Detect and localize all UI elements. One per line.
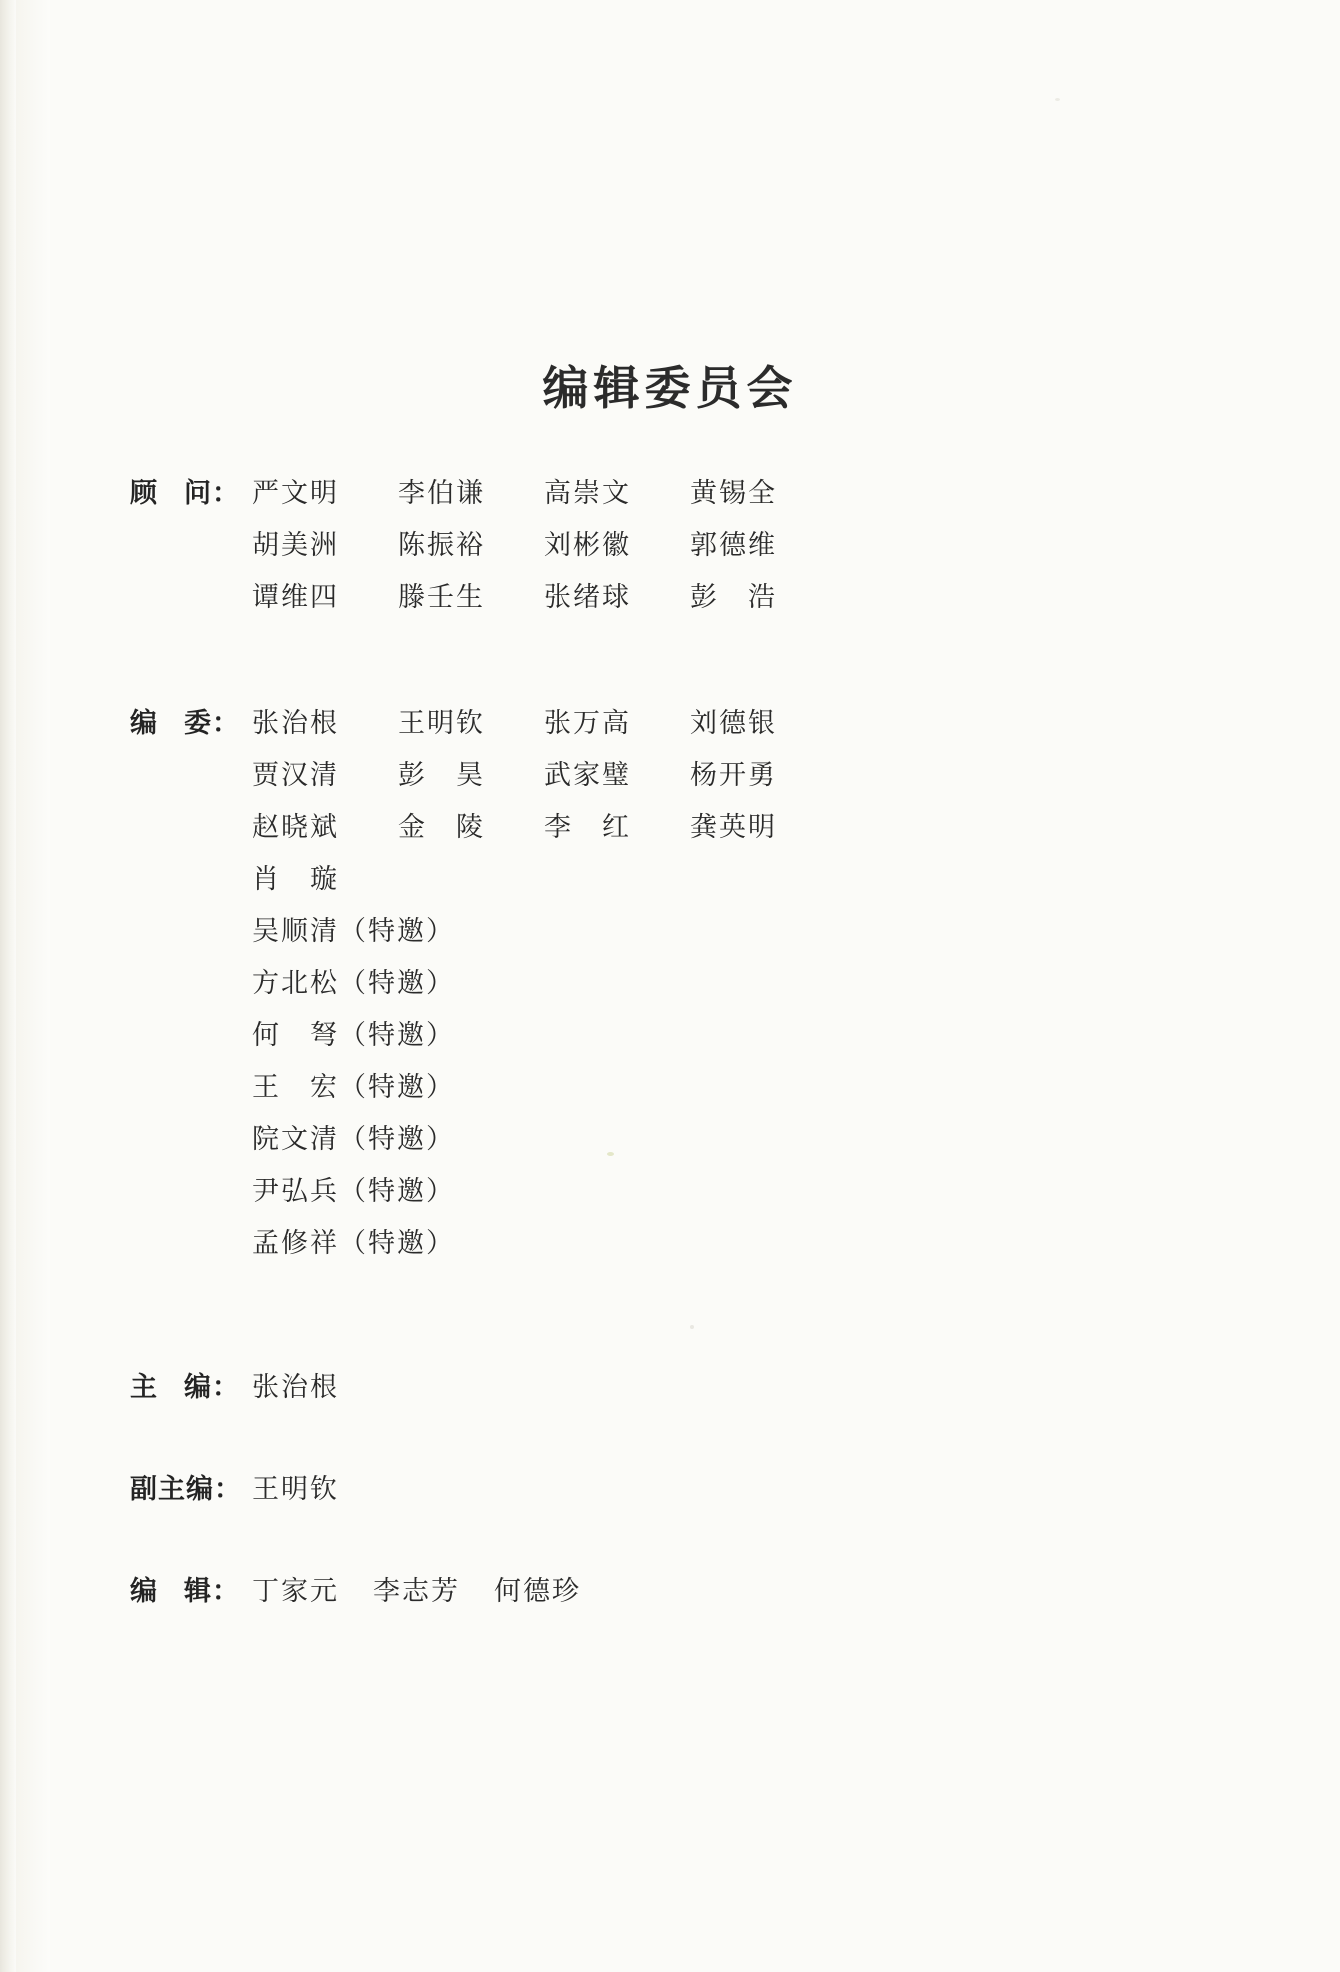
deputy-chief-editor-label: 副主编：: [130, 1474, 242, 1505]
board-line-4: [252, 854, 1230, 906]
editorial-board-label-a: 编: [130, 708, 158, 739]
advisor-name: 郭德维: [690, 530, 777, 561]
invited-member: 院文清（特邀）: [252, 1124, 455, 1155]
editorial-board-label-b: 委：: [184, 708, 240, 739]
invited-member: 方北松（特邀）: [252, 968, 455, 999]
advisor-name: 李伯谦: [398, 478, 485, 509]
editor-name: 丁家元: [252, 1576, 339, 1607]
advisors-names: [252, 468, 1230, 624]
scan-speck: [690, 1325, 694, 1329]
editor-name: 何德珍: [494, 1576, 581, 1607]
board-member-name: 贾汉清: [252, 760, 339, 791]
advisor-name: 胡美洲: [252, 530, 339, 561]
board-member-name: 王明钦: [398, 708, 485, 739]
editor-name: 李志芳: [373, 1576, 460, 1607]
editorial-board-label: [130, 698, 252, 750]
editorial-board-row: [130, 698, 1230, 1270]
advisor-name: 高崇文: [544, 478, 631, 509]
advisor-name: 黄锡全: [690, 478, 777, 509]
editors-label-a: 编: [130, 1576, 158, 1607]
advisor-name: 彭 浩: [690, 582, 777, 613]
invited-member: 王 宏（特邀）: [252, 1072, 455, 1103]
board-member-name: 武家璧: [544, 760, 631, 791]
chief-editor-label-a: 主: [130, 1372, 158, 1403]
advisor-name: 谭维四: [252, 582, 339, 613]
editors-names: [252, 1566, 581, 1618]
board-member-name: 彭 昊: [398, 760, 485, 791]
page-title: 编辑委员会: [542, 361, 798, 415]
invited-member: 尹弘兵（特邀）: [252, 1176, 455, 1207]
scan-speck: [1055, 98, 1060, 101]
advisor-name: 滕壬生: [398, 582, 485, 613]
board-line-2: [252, 750, 1230, 802]
board-member-name: 赵晓斌: [252, 812, 339, 843]
advisor-name: 严文明: [252, 478, 339, 509]
advisors-line-2: [252, 520, 1230, 572]
advisor-name: 刘彬徽: [544, 530, 631, 561]
chief-editor-label: [130, 1362, 252, 1414]
advisors-row: [130, 468, 1230, 624]
board-member-name: 张万高: [544, 708, 631, 739]
chief-editor-row: [130, 1362, 1230, 1414]
advisors-label: [130, 468, 252, 520]
section-advisors: [130, 468, 1230, 640]
chief-editor-label-b: 编：: [184, 1372, 240, 1403]
deputy-chief-editor-name: 王明钦: [252, 1474, 339, 1505]
section-chief-editor: [130, 1362, 1230, 1414]
board-member-name: 杨开勇: [690, 760, 777, 791]
board-member-name: 金 陵: [398, 812, 485, 843]
advisors-label-b: 问：: [184, 478, 240, 509]
editors-row: [130, 1566, 1230, 1618]
board-member-name: 张治根: [252, 708, 339, 739]
advisor-name: 张绪球: [544, 582, 631, 613]
board-line-1: [252, 698, 1230, 750]
advisors-line-3: [252, 572, 1230, 624]
deputy-chief-editor-row: [130, 1464, 1230, 1516]
advisors-label-a: 顾: [130, 478, 158, 509]
board-line-3: [252, 802, 1230, 854]
board-member-name: 刘德银: [690, 708, 777, 739]
editors-label: [130, 1566, 252, 1618]
invited-member: 何 弩（特邀）: [252, 1020, 455, 1051]
advisor-name: 陈振裕: [398, 530, 485, 561]
board-member-name: 肖 璇: [252, 864, 339, 895]
section-editorial-board: [130, 698, 1230, 1286]
chief-editor-name: 张治根: [252, 1372, 339, 1403]
board-member-name: 李 红: [544, 812, 631, 843]
invited-member: 孟修祥（特邀）: [252, 1228, 455, 1259]
board-member-name: 龚英明: [690, 812, 777, 843]
editorial-board-names: [252, 698, 1230, 1270]
section-editors: [130, 1566, 1230, 1618]
section-deputy-chief-editor: [130, 1464, 1230, 1516]
invited-member: 吴顺清（特邀）: [252, 916, 455, 947]
editors-label-b: 辑：: [184, 1576, 240, 1607]
scan-speck: [607, 1152, 614, 1156]
advisors-line-1: [252, 468, 1230, 520]
